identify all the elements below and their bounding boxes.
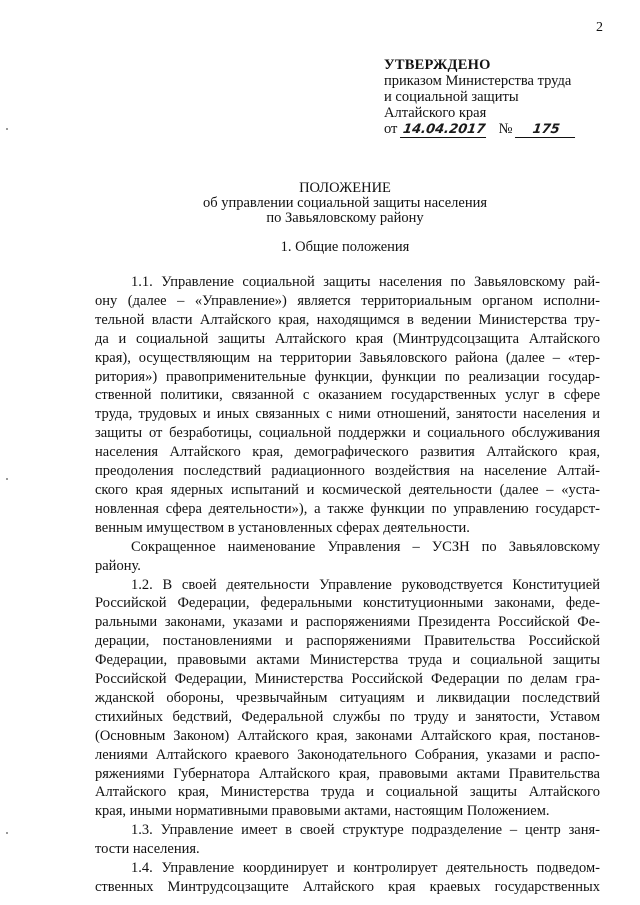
- text-line: населения Алтайского края, демографического развития Алтайского края,: [95, 444, 600, 461]
- from-label: от: [384, 121, 398, 137]
- text-line: ральными законами, указами и распоряжениями Президента Российской Фе-: [95, 614, 600, 631]
- title-heading: ПОЛОЖЕНИЕ: [299, 180, 391, 196]
- approval-block: [384, 57, 614, 138]
- number-label: №: [498, 121, 513, 137]
- text-line: края), осуществляющим на территории Завьяловского района (далее – «тер-: [95, 349, 600, 366]
- text-line: дерации, постановлениями и распоряжениями Правительства Российской: [95, 633, 600, 650]
- handwritten-number: 175: [515, 123, 577, 138]
- text-line: ону (далее – «Управление») является территориальным органом исполни-: [95, 292, 600, 309]
- text-line: 1.3. Управление имеет в своей структуре подразделение – центр заня-: [131, 822, 600, 839]
- text-line: стихийных бедствий, Федеральной службы по труду и занятости, Уставом: [95, 708, 600, 725]
- text-line: новленная сфера деятельности»), а также функции по управлению государст-: [95, 500, 600, 517]
- text-line: Алтайского края, Министерства труда и социальной защиты Алтайского: [95, 784, 600, 801]
- text-line: ряжениями Губернатора Алтайского края, правовыми актами Правительства: [95, 765, 600, 782]
- text-line: преодоления последствий радиационного воздействия на население Алтай-: [95, 463, 600, 480]
- approval-date-line: [384, 121, 614, 138]
- approval-line: и социальной защиты: [384, 89, 519, 105]
- approval-line: Алтайского края: [384, 105, 487, 121]
- text-line: Федерации, правовыми актами Министерства труда и социальной защиты: [95, 652, 600, 669]
- text-line: жданской обороны, чрезвычайным ситуациям и ликвидации последствий: [95, 689, 600, 706]
- title-line: об управлении социальной защиты населения: [202, 195, 488, 211]
- handwritten-date: 14.04.2017: [400, 123, 488, 138]
- text-line: Сокращенное наименование Управления – УСЗН по Завьяловскому: [131, 538, 600, 555]
- title-line: по Завьяловскому району: [266, 210, 424, 226]
- text-line: Российской Федерации, Министерства Российской Федерации по делам гра-: [95, 671, 600, 688]
- text-line: ритория») правоприменительные функции, функции по реализации государ-: [95, 368, 600, 385]
- body-text: [95, 273, 600, 897]
- text-line: защиты от безработицы, социальной поддержки и социального обслуживания: [95, 425, 600, 442]
- text-line: ственной политики, связанной с оказанием государственных услуг в сфере: [95, 387, 600, 404]
- approval-stamp: УТВЕРЖДЕНО: [384, 57, 491, 73]
- text-line: ского края ядерных испытаний и космической деятельности (далее – «уста-: [95, 481, 600, 498]
- page-number: 2: [596, 20, 603, 35]
- text-line: тости населения.: [95, 841, 200, 858]
- text-line: 1.2. В своей деятельности Управление руководствуется Конституцией: [131, 576, 600, 593]
- document-title: [150, 181, 540, 226]
- text-line: края, иными нормативными правовыми актами, настоящим Положением.: [95, 803, 550, 820]
- text-line: 1.4. Управление координирует и контролирует деятельность подведом-: [131, 860, 600, 877]
- text-line: тельной власти Алтайского края, находящимся в ведении Министерства тру-: [95, 311, 600, 328]
- text-line: лениями Алтайского краевого Законодательного Собрания, указами и распо-: [95, 746, 600, 763]
- text-line: 1.1. Управление социальной защиты населения по Завьяловскому рай-: [131, 274, 600, 290]
- approval-line: приказом Министерства труда: [384, 73, 572, 89]
- section-heading: 1. Общие положения: [280, 239, 410, 255]
- text-line: ственных Минтрудсоцзащите Алтайского края краевых государственных: [95, 879, 600, 895]
- text-line: венным имуществом в установленных сферах деятельности.: [95, 519, 470, 536]
- text-line: Российской Федерации, федеральными конституционными законами, феде-: [95, 595, 600, 612]
- text-line: да и социальной защиты Алтайского края (Минтрудсоцзащита Алтайского: [95, 330, 600, 347]
- text-line: (Основным Законом) Алтайского края, законами Алтайского края, постанов-: [95, 727, 600, 744]
- text-line: труда, трудовых и иных связанных с ними отношений, занятости населения и: [95, 406, 600, 423]
- text-line: району.: [95, 557, 141, 574]
